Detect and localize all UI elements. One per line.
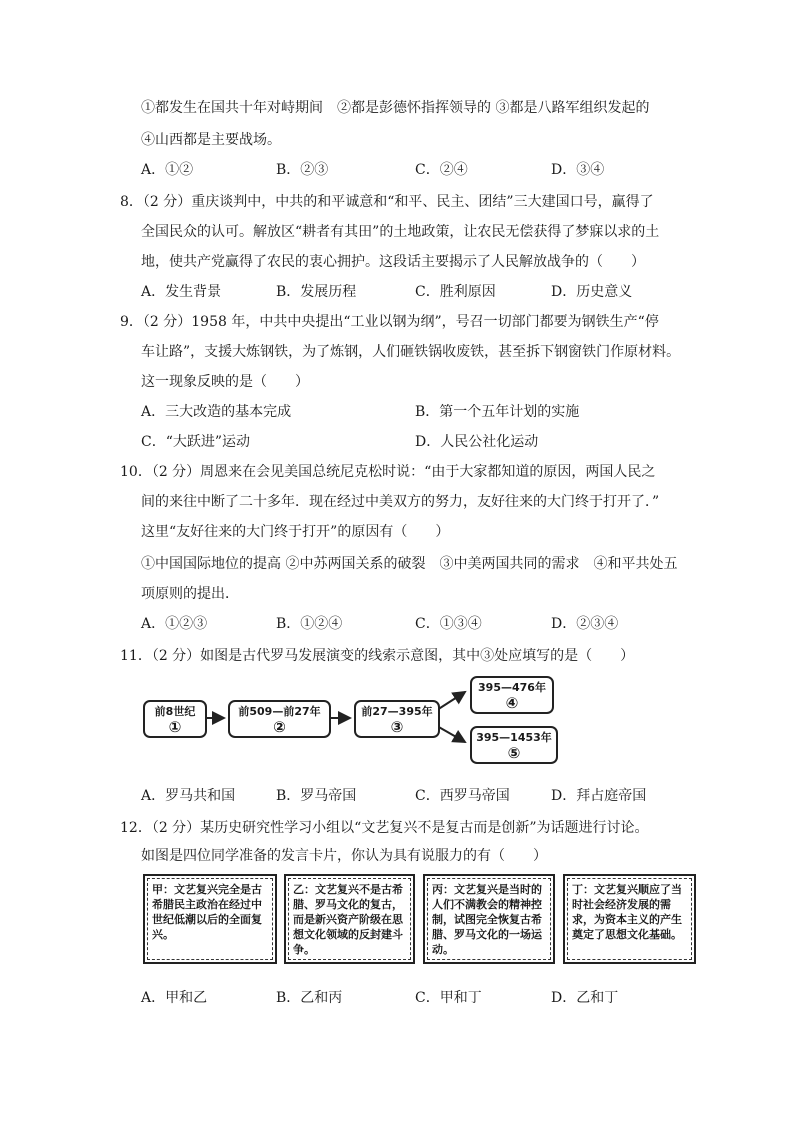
q11-option-d: D．拜占庭帝国 xyxy=(551,788,647,804)
q8-option-c: C．胜利原因 xyxy=(415,284,496,300)
q12-option-a: A．甲和乙 xyxy=(141,990,208,1006)
speech-card-yi xyxy=(284,874,415,964)
speech-card-jia xyxy=(143,874,277,964)
timeline-box-1-period: 前8世纪 xyxy=(154,705,196,718)
timeline-box-5-period: 395—1453年 xyxy=(476,731,552,744)
q7-statement-line-2: ④山西都是主要战场。 xyxy=(141,132,281,148)
q8-option-d: D．历史意义 xyxy=(551,284,633,300)
q12-stem-line-2: 如图是四位同学准备的发言卡片，你认为具有说服力的有（ ） xyxy=(141,848,547,864)
timeline-box-3-period: 前27—395年 xyxy=(361,705,433,718)
q9-stem-line-3: 这一现象反映的是（ ） xyxy=(141,374,309,390)
q7-option-b: B．②③ xyxy=(276,162,329,178)
q7-option-d: D．③④ xyxy=(551,162,605,178)
timeline-box-3-number: ③ xyxy=(390,718,404,736)
q12-option-c: C．甲和丁 xyxy=(415,990,482,1006)
q9-option-d: D．人民公社化运动 xyxy=(415,434,539,450)
q10-statement-line-1: ①中国国际地位的提高 ②中苏两国关系的破裂 ③中美两国共同的需求 ④和平共处五 xyxy=(141,556,678,572)
q12-stem-line-1: 12．（2 分）某历史研究性学习小组以“文艺复兴不是复古而是创新”为话题进行讨论。 xyxy=(120,820,649,836)
timeline-box-5 xyxy=(470,726,558,764)
q12-option-b: B．乙和丙 xyxy=(276,990,343,1006)
q10-option-c: C．①③④ xyxy=(415,616,482,632)
q8-option-a: A．发生背景 xyxy=(141,284,222,300)
timeline-box-2-period: 前509—前27年 xyxy=(238,705,321,718)
q8-option-b: B．发展历程 xyxy=(276,284,357,300)
timeline-box-4-number: ④ xyxy=(505,694,519,712)
q9-stem-line-2: 车让路”，支援大炼钢铁，为了炼钢，人们砸铁锅收废铁，甚至拆下钢窗铁门作原材料。 xyxy=(141,344,681,360)
q11-option-c: C．西罗马帝国 xyxy=(415,788,510,804)
speech-card-bing-text: 丙：文艺复兴是当时的人们不满教会的精神控制，试图完全恢复古希腊、罗马文化的一场运动。 xyxy=(427,878,551,960)
q12-option-d: D．乙和丁 xyxy=(551,990,619,1006)
q11-option-b: B．罗马帝国 xyxy=(276,788,357,804)
q8-stem-line-3: 地，使共产党赢得了农民的衷心拥护。这段话主要揭示了人民解放战争的（ ） xyxy=(141,254,645,270)
q9-option-a: A．三大改造的基本完成 xyxy=(141,404,292,420)
arrow-3-to-5 xyxy=(437,726,465,742)
q7-statement-line-1: ①都发生在国共十年对峙期间 ②都是彭德怀指挥领导的 ③都是八路军组织发起的 xyxy=(141,100,650,116)
q9-option-b: B．第一个五年计划的实施 xyxy=(415,404,580,420)
arrow-3-to-4 xyxy=(437,692,465,710)
q10-option-a: A．①②③ xyxy=(141,616,208,632)
q10-statement-line-2: 项原则的提出． xyxy=(141,586,239,602)
timeline-box-2 xyxy=(228,700,331,738)
speech-card-ding-text: 丁：文艺复兴顺应了当时社会经济发展的需求，为资本主义的产生奠定了思想文化基础。 xyxy=(567,878,692,960)
speech-card-ding xyxy=(563,874,696,964)
q10-option-d: D．②③④ xyxy=(551,616,619,632)
q8-stem-line-2: 全国民众的认可。解放区“耕者有其田”的土地政策，让农民无偿获得了梦寐以求的土 xyxy=(141,224,660,240)
q7-option-a: A．①② xyxy=(141,162,194,178)
timeline-box-4-period: 395—476年 xyxy=(478,681,546,694)
q10-stem-line-2: 间的来往中断了二十多年．现在经过中美双方的努力，友好往来的大门终于打开了．” xyxy=(141,494,660,510)
speech-card-jia-text: 甲：文艺复兴完全是古希腊民主政治在经过中世纪低潮以后的全面复兴。 xyxy=(147,878,273,960)
timeline-box-4 xyxy=(470,676,554,714)
q11-option-a: A．罗马共和国 xyxy=(141,788,236,804)
q11-stem: 11．（2 分）如图是古代罗马发展演变的线索示意图，其中③处应填写的是（ ） xyxy=(120,648,635,664)
timeline-box-3 xyxy=(354,700,440,738)
timeline-box-2-number: ② xyxy=(273,718,286,736)
q10-stem-line-1: 10．（2 分）周恩来在会见美国总统尼克松时说：“由于大家都知道的原因，两国人民之 xyxy=(120,464,656,480)
timeline-box-1-number: ① xyxy=(168,718,182,736)
timeline-box-5-number: ⑤ xyxy=(507,744,521,762)
q10-option-b: B．①②④ xyxy=(276,616,343,632)
q9-stem-line-1: 9．（2 分）1958 年，中共中央提出“工业以钢为纲”，号召一切部门都要为钢铁生产“停 xyxy=(120,314,659,330)
q7-option-c: C．②④ xyxy=(415,162,468,178)
speech-card-bing xyxy=(423,874,555,964)
timeline-box-1 xyxy=(143,700,207,738)
q8-stem-line-1: 8．（2 分）重庆谈判中，中共的和平诚意和“和平、民主、团结”三大建国口号，赢得了 xyxy=(120,194,654,210)
q10-stem-line-3: 这里“友好往来的大门终于打开”的原因有（ ） xyxy=(141,524,450,540)
q9-option-c: C．“大跃进”运动 xyxy=(141,434,251,450)
speech-card-yi-text: 乙：文艺复兴不是古希腊、罗马文化的复古，而是新兴资产阶级在思想文化领域的反封建斗争。 xyxy=(288,878,411,960)
